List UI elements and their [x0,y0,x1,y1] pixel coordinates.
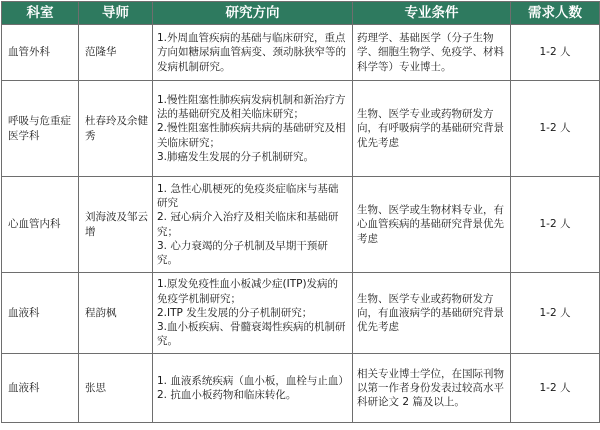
direction-line: 2. 冠心病介入治疗及相关临床和基础研究； [157,211,339,238]
recruitment-table-container [1,1,599,428]
direction-cell [153,354,353,423]
header-direction: 研究方向 [153,2,353,25]
table-row [2,81,600,177]
header-need: 需求人数 [511,2,600,25]
direction-line: 1. 急性心肌梗死的免疫炎症临床与基础研究 [157,182,339,210]
header-row [2,2,600,25]
direction-line: 1.外周血管疾病的基础与临床研究，重点方向如糖尿病血管病变、颈动脉狭窄等的发病机制研究。 [157,32,346,73]
requirement-cell: 药理学、基础医学（分子生物学、细胞生物学、免疫学、材料科学等）专业博士。 [353,25,511,81]
need-cell: 1-2 人 [511,273,600,354]
advisor-cell: 范隆华 [79,25,153,81]
dept-cell: 血液科 [2,354,79,423]
table-row [2,273,600,354]
direction-cell [153,81,353,177]
dept-cell: 呼吸与危重症医学科 [2,81,79,177]
direction-line: 3.肺癌发生发展的分子机制研究。 [157,150,315,163]
direction-line: 1.慢性阻塞性肺疾病发病机制和新治疗方法的基础研究及相关临床研究； [157,93,346,121]
table-row [2,354,600,423]
advisor-cell: 刘海波及邹云增 [79,177,153,273]
direction-line: 3.血小板疾病、骨髓衰竭性疾病的机制研究。 [157,321,346,348]
header-dept: 科室 [2,2,79,25]
dept-cell: 血液科 [2,273,79,354]
direction-cell [153,25,353,81]
advisor-cell: 程韵枫 [79,273,153,354]
need-cell: 1-2 人 [511,25,600,81]
header-advisor: 导师 [79,2,153,25]
direction-line: 1.原发免疫性血小板减少症(ITP)发病的免疫学机制研究； [157,278,339,305]
table-row [2,177,600,273]
requirement-cell: 生物、医学专业或药物研发方向，有呼吸病学的基础研究背景优先考虑 [353,81,511,177]
direction-line: 1. 血液系统疾病（血小板，血栓与止血） [157,374,349,387]
advisor-cell: 张思 [79,354,153,423]
need-cell: 1-2 人 [511,81,600,177]
dept-cell: 心血管内科 [2,177,79,273]
advisor-cell: 杜春玲及余健秀 [79,81,153,177]
requirement-cell: 相关专业博士学位，在国际刊物以第一作者身份发表过较高水平科研论文 2 篇及以上。 [353,354,511,423]
requirement-cell: 生物、医学专业或药物研发方向，有血液病学的基础研究背景优先考虑 [353,273,511,354]
requirement-cell: 生物、医学或生物材料专业，有心血管疾病的基础研究背景优先考虑 [353,177,511,273]
need-cell: 1-2 人 [511,354,600,423]
table-row [2,25,600,81]
direction-line: 2.ITP 发生发展的分子机制研究； [157,306,313,319]
header-requirement: 专业条件 [353,2,511,25]
direction-cell [153,273,353,354]
recruitment-table [1,1,600,423]
need-cell: 1-2 人 [511,177,600,273]
direction-line: 3. 心力衰竭的分子机制及早期干预研究。 [157,239,328,266]
direction-line: 2.慢性阻塞性肺疾病共病的基础研究及相关临床研究； [157,122,346,149]
direction-line: 2. 抗血小板药物和临床转化。 [157,389,297,401]
dept-cell: 血管外科 [2,25,79,81]
direction-cell [153,177,353,273]
